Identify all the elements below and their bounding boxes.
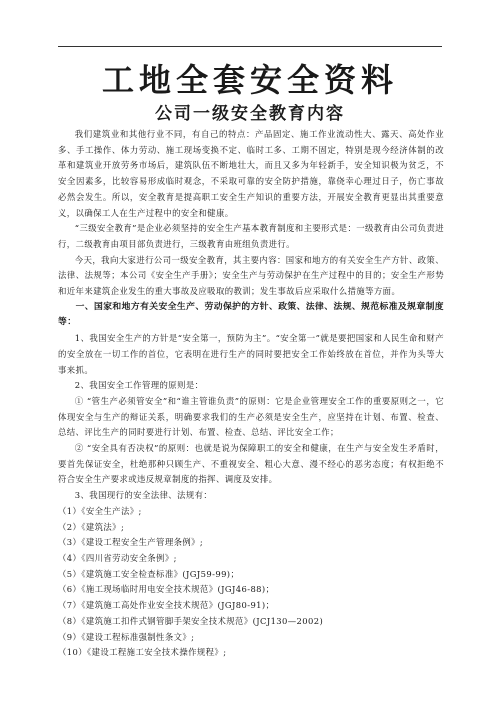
law-item: （6）《施工现场临时用电安全技术规范》(JGJ46-88)； <box>58 584 275 595</box>
three-level-education-paragraph: “三级安全教育”是企业必须坚持的安全生产基本教育制度和主要形式是：一级教育由公司负责进行，二级教育由项目部负责进行，三级教育由班组负责进行。 <box>58 223 444 249</box>
policy-point-3: 3、我国现行的安全法律、法规有： <box>74 490 213 501</box>
law-item: （3）《建设工程安全生产管理条例》; <box>58 537 204 548</box>
law-item: （8）《建筑施工扣件式钢管脚手架安全技术规范》(JCJ130—2002) <box>58 615 324 626</box>
intro-paragraph: 我们建筑业和其他行业不同，有自己的特点：产品固定、施工作业流动性大、露天、高处作业多、手工操作、体力劳动、施工现场变换不定、临时工多、工期不固定，特别是现今经济体制的改革和建筑业开放劳务市场后，建筑队伍不断地壮大，而且又多为年轻新手，安全知识极为贫乏，不安全因素多，比较容易形成临时观念，不采取可靠的安全防护措施，靠侥幸心理过日子，伤亡事故必然会发生。所以，安全教育是提高职工安全生产知识的重要方法，开展安全教育更显出其重要意义，以确保工人在生产过程中的安全和健康。 <box>58 129 444 218</box>
document-body <box>58 127 444 661</box>
policy-point-2: 2、我国安全工作管理的原则是： <box>74 380 204 391</box>
principle-2: ② “安全具有否决权”的原则：也就是说为保障职工的安全和健康，在生产与安全发生矛盾时，要首先保证安全，杜绝那种只顾生产、不重视安全、粗心大意、漫不经心的恶劣态度；有权拒绝不符合安全生产要求或违反规章制度的指挥、调度及安排。 <box>58 443 444 485</box>
law-item: （10）《建设工程施工安全技术操作规程》; <box>58 647 227 658</box>
header-rule <box>58 46 442 47</box>
law-item: （2）《建筑法》; <box>58 521 125 532</box>
law-item: （7）《建筑施工高处作业安全技术规范》(JGJ80-91)； <box>58 600 275 611</box>
document-subtitle: 公司一级安全教育内容 <box>155 104 345 124</box>
document-title: 工地全套安全资料 <box>101 61 398 99</box>
law-item: （9）《建设工程标准强制性条文》; <box>58 631 195 642</box>
policy-point-1: 1、我国安全生产的方针是“安全第一，预防为主”。“安全第一”就是要把国家和人民生命和财产的安全放在一切工作的首位，它表明在进行生产的同时要把安全工作始终放在首位，并作为头等大事来抓。 <box>58 333 444 375</box>
content-overview-paragraph: 今天，我向大家进行公司一级安全教育，其主要内容：国家和地方的有关安全生产方针、政策、法律、法规等；本公司《安全生产手册》；安全生产与劳动保护在生产过程中的目的；安全生产形势和近年来建筑企业发生的重大事故及应吸取的教训；发生事故后应采取什么措施等方面。 <box>58 254 444 297</box>
law-item: （4）《四川省劳动安全条例》; <box>58 552 177 563</box>
law-item: （5）《建筑施工安全检查标准》(JGJ59-99)； <box>58 568 240 579</box>
section-heading: 一、国家和地方有关安全生产、劳动保护的方针、政策、法律、法规、规范标准及规章制度等： <box>58 301 444 328</box>
principle-1: ① “管生产必须管安全”和“谁主管谁负责”的原则：它是企业管理安全工作的重要原则之一，它体现安全与生产的辩证关系，明确要求我们的生产必须是安全生产，应坚持在计划、布置、检查、总结、评比生产的同时要进行计划、布置、检查、总结、评比安全工作； <box>58 395 444 438</box>
law-item: （1）《安全生产法》; <box>58 505 142 516</box>
